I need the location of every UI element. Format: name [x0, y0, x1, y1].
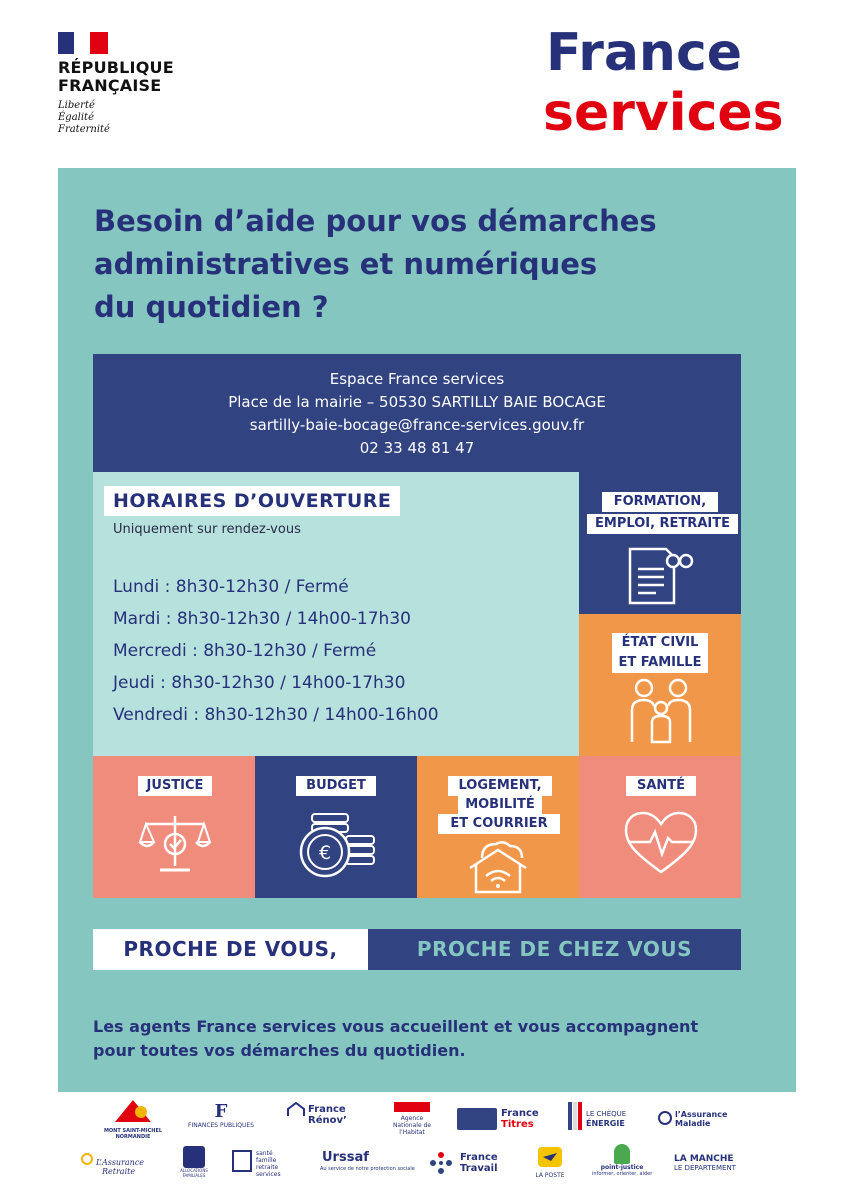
hours-title: HORAIRES D’OUVERTURE [104, 486, 400, 516]
tile-logement-line2: MOBILITÉ [465, 797, 535, 812]
address-block [93, 354, 741, 472]
rf-name-line2: FRANÇAISE [58, 76, 162, 95]
manche-line1: LA MANCHE [674, 1154, 734, 1164]
france-travail-icon [428, 1150, 454, 1176]
titres-line2: Titres [501, 1119, 534, 1130]
headline-line1: Besoin d’aide pour vos démarches [94, 204, 657, 238]
mont-saint-michel-icon [111, 1098, 155, 1124]
hours-row-mardi: Mardi : 8h30-12h30 / 14h00-17h30 [113, 609, 411, 629]
motto-egalite: Égalité [58, 112, 94, 123]
msm-label: MONT SAINT-MICHEL NORMANDIE [103, 1128, 163, 1140]
rf-name-line1: RÉPUBLIQUE [58, 58, 174, 77]
anah-logo [386, 1102, 438, 1136]
svg-text:€: € [318, 842, 332, 864]
tile-formation-label-2 [587, 514, 738, 534]
caf-logo [174, 1146, 214, 1182]
address-location: Place de la mairie – 50530 SARTILLY BAIE BOCAGE [228, 393, 606, 411]
mont-saint-michel-logo [102, 1098, 164, 1138]
cheque-line1: LE CHÈQUE [586, 1110, 627, 1118]
msa-icon [232, 1150, 252, 1172]
finances-label: FINANCES PUBLIQUES [188, 1122, 254, 1129]
ar-line1: L’Assurance [96, 1158, 145, 1167]
slogan-right: PROCHE DE CHEZ VOUS [368, 929, 741, 970]
hours-row-vendredi: Vendredi : 8h30-12h30 / 14h00-16h00 [113, 705, 439, 725]
tile-formation-label-line2: EMPLOI, RETRAITE [595, 516, 730, 531]
headline [94, 200, 774, 329]
pj-label: point-justice [600, 1164, 644, 1171]
bottom-text [93, 1015, 783, 1063]
point-justice-icon [614, 1144, 630, 1164]
am-line2: Maladie [675, 1119, 711, 1128]
titres-line1: France [501, 1108, 539, 1119]
france-travail-logo [428, 1148, 504, 1180]
travail-line2: Travail [460, 1163, 498, 1174]
address-name: Espace France services [329, 370, 505, 388]
house-wifi-icon [464, 838, 532, 894]
bottom-text-line2: pour toutes vos démarches du quotidien. [93, 1041, 466, 1060]
scales-icon [138, 810, 212, 876]
la-poste-logo [528, 1146, 572, 1182]
anah-label: Agence Nationale de l’Habitat [392, 1115, 432, 1136]
finances-f-icon: F [214, 1101, 228, 1122]
tile-etat-civil-label [612, 633, 708, 653]
renov-line1: France [308, 1104, 346, 1115]
tile-formation-label [602, 492, 718, 512]
am-line1: l’Assurance [675, 1110, 728, 1119]
tile-etat-civil-line1: ÉTAT CIVIL [621, 635, 699, 650]
document-glasses-icon [626, 545, 694, 605]
pj-sub: informer, orienter, aider [592, 1171, 653, 1177]
renov-line2: Rénov’ [308, 1115, 347, 1126]
republique-francaise-name [58, 59, 174, 95]
tile-logement-line1: LOGEMENT, [458, 778, 542, 793]
france-titres-logo [457, 1106, 541, 1132]
slogan-left: PROCHE DE VOUS, [93, 929, 368, 970]
msa-label: santé famille retraite services [256, 1150, 281, 1178]
heart-pulse-icon [622, 810, 700, 876]
urssaf-logo [320, 1150, 415, 1178]
assurance-retraite-logo [80, 1150, 150, 1180]
headline-line3: du quotidien ? [94, 290, 329, 324]
hours-row-lundi: Lundi : 8h30-12h30 / Fermé [113, 577, 349, 597]
assurance-retraite-icon [80, 1152, 94, 1166]
manche-line2: LE DÉPARTEMENT [674, 1164, 736, 1172]
hours-list [113, 571, 439, 731]
hours-row-mercredi: Mercredi : 8h30-12h30 / Fermé [113, 641, 377, 661]
euro-coins-icon [298, 812, 376, 878]
titres-card-icon [457, 1108, 497, 1130]
france-renov-logo [286, 1102, 358, 1134]
la-manche-logo [674, 1154, 754, 1180]
poste-label: LA POSTE [535, 1172, 565, 1179]
caf-icon [183, 1146, 205, 1168]
hours-row-jeudi: Jeudi : 8h30-12h30 / 14h00-17h30 [113, 673, 406, 693]
la-poste-bird-icon [537, 1146, 563, 1168]
marianne-logo [58, 32, 108, 54]
brand-france: France [546, 23, 743, 83]
travail-line1: France [460, 1152, 498, 1163]
tile-logement-label [448, 776, 552, 796]
tile-formation-label-line1: FORMATION, [613, 494, 707, 509]
urssaf-sub: Au service de notre protection sociale [320, 1166, 415, 1172]
tile-justice-label: JUSTICE [138, 776, 212, 796]
family-icon [628, 676, 694, 746]
msa-logo [232, 1148, 294, 1178]
cheque-line2: ÉNERGIE [586, 1119, 625, 1128]
urssaf-name: Urssaf [322, 1150, 369, 1165]
motto-fraternite: Fraternité [58, 124, 110, 135]
headline-line2: administratives et numériques [94, 247, 598, 281]
brand-services: services [543, 83, 784, 143]
point-justice-logo [592, 1144, 652, 1184]
motto-liberte: Liberté [58, 100, 95, 111]
caf-label: ALLOCATIONS FAMILIALES [180, 1168, 208, 1178]
tile-logement-label-3 [438, 814, 560, 834]
anah-bar-icon [394, 1102, 430, 1112]
ar-line2: Retraite [102, 1167, 136, 1176]
tile-etat-civil-label-2 [612, 653, 708, 673]
house-icon [286, 1102, 306, 1118]
hours-subtitle: Uniquement sur rendez-vous [113, 522, 301, 537]
tile-budget-label: BUDGET [296, 776, 376, 796]
address-email[interactable]: sartilly-baie-bocage@france-services.gouv.fr [249, 416, 585, 434]
rf-motto [58, 100, 110, 136]
finances-publiques-logo [184, 1102, 258, 1130]
tile-sante-label: SANTÉ [626, 776, 696, 796]
tile-logement-line3: ET COURRIER [450, 816, 548, 831]
tile-logement-label-2 [458, 795, 542, 815]
assurance-maladie-icon [657, 1110, 673, 1126]
assurance-maladie-logo [657, 1108, 737, 1132]
bottom-text-line1: Les agents France services vous accueillent et vous accompagnent [93, 1017, 699, 1036]
tile-etat-civil-line2: ET FAMILLE [618, 655, 702, 670]
cheque-energie-logo [568, 1102, 634, 1134]
address-phone[interactable]: 02 33 48 81 47 [359, 439, 475, 457]
